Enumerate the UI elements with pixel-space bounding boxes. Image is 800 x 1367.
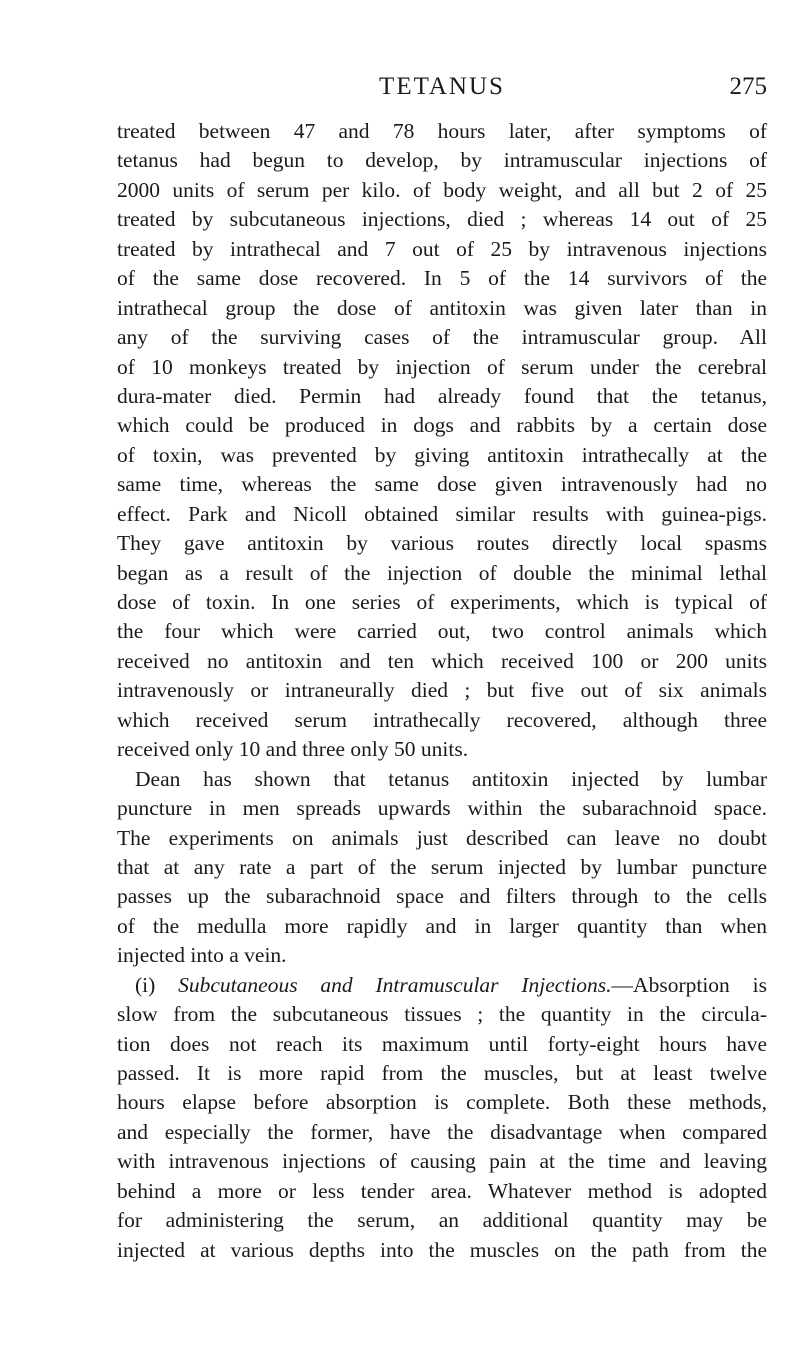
section-heading-continuation: —Absorption is: [611, 972, 767, 997]
text-line: with intravenous injections of causing pain at the time and leaving: [117, 1149, 767, 1174]
text-line: intrathecal group the dose of antitoxin was given later than in: [117, 295, 767, 320]
text-line: puncture in men spreads upwards within the subarachnoid space.: [117, 796, 767, 821]
text-line: The experiments on animals just described can leave no doubt: [117, 825, 767, 850]
text-line: tetanus had begun to develop, by intramuscular injections of: [117, 148, 767, 173]
text-line: same time, whereas the same dose given intravenously had no: [117, 472, 767, 497]
section-number: (i): [135, 972, 179, 997]
text-line: dose of toxin. In one series of experiments, which is typical of: [117, 590, 767, 614]
text-line: intravenously or intraneurally died ; but five out of six animals: [117, 678, 767, 703]
text-line: of 10 monkeys treated by injection of serum under the cerebral: [117, 354, 767, 379]
paragraph-last-line: injected into a vein.: [117, 943, 287, 968]
text-line: They gave antitoxin by various routes directly local spasms: [117, 531, 767, 556]
text-line: which could be produced in dogs and rabbits by a certain dose: [117, 413, 767, 438]
text-line: received no antitoxin and ten which received 100 or 200 units: [117, 648, 767, 673]
text-line: dura-mater died. Permin had already found that the tetanus,: [117, 383, 767, 408]
paragraph-last-line: received only 10 and three only 50 units.: [117, 737, 469, 762]
text-line: treated by subcutaneous injections, died ; whereas 14 out of 25: [117, 207, 767, 232]
text-line: behind a more or less tender area. Whatever method is adopted: [117, 1178, 767, 1203]
text-line: for administering the serum, an additional quantity may be: [117, 1208, 767, 1233]
text-line: 2000 units of serum per kilo. of body weight, and all but 2 of 25: [117, 177, 767, 202]
text-line: treated between 47 and 78 hours later, after symptoms of: [117, 119, 767, 143]
text-line: passes up the subarachnoid space and filters through to the cells: [117, 884, 767, 909]
section-heading-line: [117, 971, 767, 1000]
running-title: TETANUS: [379, 73, 505, 100]
page-number: 275: [729, 73, 767, 100]
text-line: which received serum intrathecally recovered, although three: [117, 707, 767, 732]
text-line: began as a result of the injection of double the minimal lethal: [117, 560, 767, 585]
text-line: treated by intrathecal and 7 out of 25 by intravenous injections: [117, 236, 767, 261]
text-line: tion does not reach its maximum until forty-eight hours have: [117, 1031, 767, 1056]
text-line: and especially the former, have the disadvantage when compared: [117, 1119, 767, 1144]
body-text: [117, 117, 767, 1265]
section-heading: Subcutaneous and Intramuscular Injections.: [178, 972, 612, 997]
text-line: injected at various depths into the muscles on the path from the: [117, 1237, 767, 1262]
text-line: passed. It is more rapid from the muscles, but at least twelve: [117, 1061, 767, 1085]
text-line: slow from the subcutaneous tissues ; the quantity in the circula-: [117, 1002, 767, 1027]
text-line: hours elapse before absorption is complete. Both these methods,: [117, 1090, 767, 1115]
page-header: [117, 70, 767, 104]
text-line: the four which were carried out, two control animals which: [117, 619, 767, 644]
text-line: that at any rate a part of the serum injected by lumbar puncture: [117, 854, 767, 879]
text-line: of the same dose recovered. In 5 of the 14 survivors of the: [117, 266, 767, 291]
paragraph-first-line: Dean has shown that tetanus antitoxin injected by lumbar: [135, 766, 767, 791]
text-line: of toxin, was prevented by giving antitoxin intrathecally at the: [117, 442, 767, 467]
text-line: any of the surviving cases of the intramuscular group. All: [117, 325, 767, 350]
text-line: of the medulla more rapidly and in larger quantity than when: [117, 913, 767, 938]
text-line: effect. Park and Nicoll obtained similar results with guinea-pigs.: [117, 501, 767, 526]
